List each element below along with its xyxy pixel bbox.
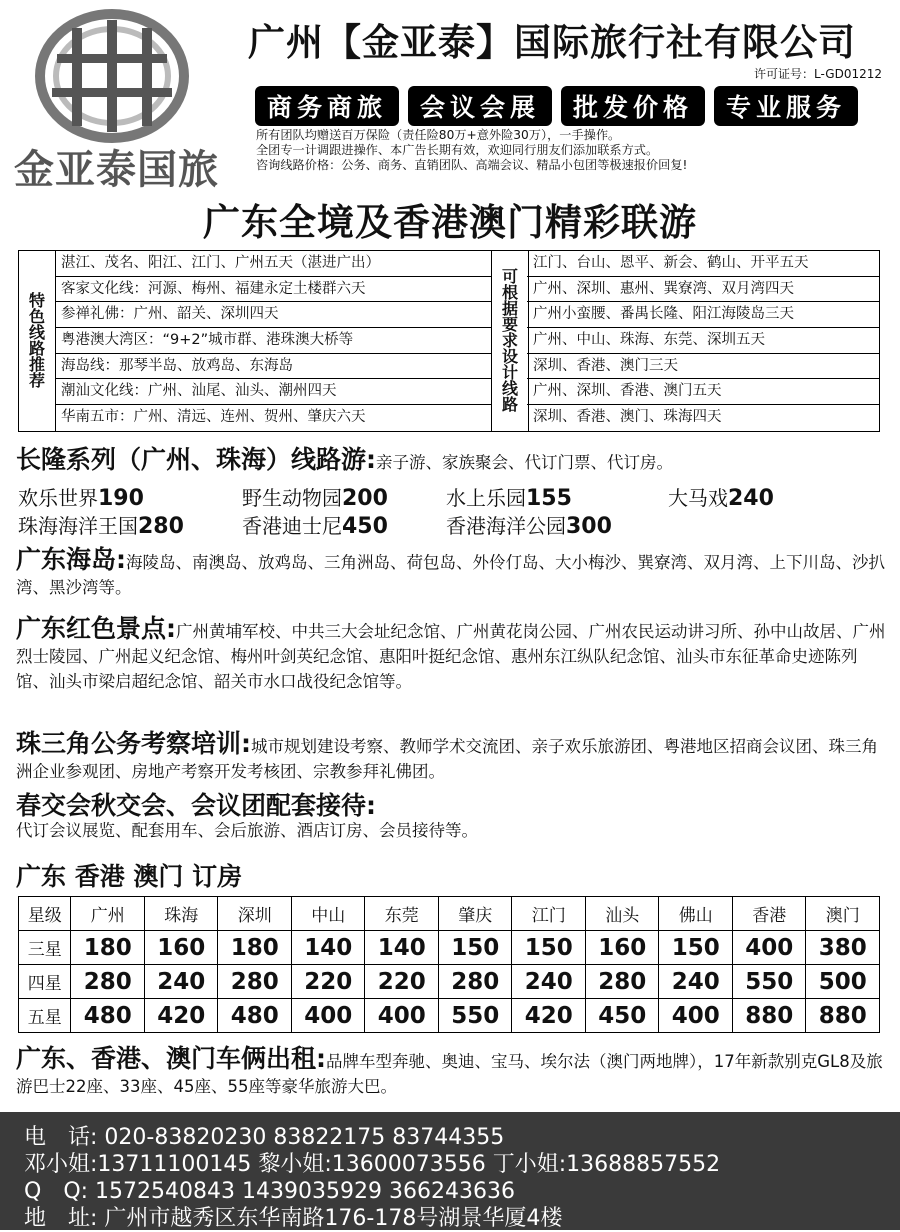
logo-text: 金亚泰国旅: [14, 147, 219, 193]
hotel-title: 广东 香港 澳门 订房: [16, 862, 243, 891]
hotel-price-cell: 240: [512, 965, 586, 999]
note-line: 咨询线路价格：公务、商务、直销团队、高端会议、精品小包团等极速报价回复!: [256, 158, 688, 172]
price-name: 野生动物园: [242, 486, 342, 510]
hotel-price-cell: 240: [659, 965, 733, 999]
hotel-header-city: 澳门: [806, 897, 880, 931]
price-name: 香港海洋公园: [446, 514, 566, 538]
routes-mid-label: 可根据要求设计线路: [501, 267, 518, 414]
hotel-price-cell: 400: [365, 999, 439, 1033]
hotel-price-cell: 550: [732, 965, 806, 999]
price-value: 190: [98, 486, 144, 511]
changlong-title: 长隆系列（广州、珠海）线路游:: [16, 445, 376, 474]
route-item: 广州、深圳、香港、澳门五天: [527, 379, 879, 405]
hotel-header-city: 广州: [71, 897, 145, 931]
changlong-desc: 亲子游、家族聚会、代订门票、代订房。: [376, 453, 673, 472]
routes-left-label: 特色线路推荐: [28, 291, 45, 390]
hotel-price-cell: 880: [806, 999, 880, 1033]
price-item: [18, 482, 144, 511]
price-item: [446, 482, 572, 511]
red-sites-title: 广东红色景点:: [16, 614, 176, 643]
route-item: 广州、深圳、惠州、巽寮湾、双月湾四天: [527, 277, 879, 303]
qq-numbers: 1572540843 1439035929 366243636: [95, 1179, 515, 1204]
hotel-price-cell: 280: [438, 965, 512, 999]
route-item: 海岛线：那琴半岛、放鸡岛、东海岛: [55, 354, 491, 380]
contact-people: 邓小姐:13711100145 黎小姐:13600073556 丁小姐:13688857552: [24, 1152, 721, 1177]
hotel-header-city: 汕头: [585, 897, 659, 931]
phone-label: 电 话:: [24, 1125, 98, 1150]
hotel-price-cell: 550: [438, 999, 512, 1033]
tag-professional: 专业服务: [714, 86, 858, 126]
route-item: 江门、台山、恩平、新会、鹤山、开平五天: [527, 251, 879, 277]
hotel-price-cell: 220: [365, 965, 439, 999]
hotel-price-cell: 380: [806, 931, 880, 965]
training-section: [16, 731, 886, 784]
hotel-price-cell: 240: [144, 965, 218, 999]
note-line: 全团专一计调跟进操作、本广告长期有效，欢迎同行朋友们添加联系方式。: [256, 143, 659, 157]
page-headline: 广东全境及香港澳门精彩联游: [203, 201, 697, 244]
hotel-price-cell: 450: [585, 999, 659, 1033]
price-name: 珠海海洋王国: [18, 514, 138, 538]
price-value: 240: [728, 486, 774, 511]
route-item: 参禅礼佛：广州、韶关、深圳四天: [55, 302, 491, 328]
company-logo: [12, 6, 247, 193]
hotel-price-cell: 180: [218, 931, 292, 965]
islands-title: 广东海岛:: [16, 545, 126, 574]
route-item: 粤港澳大湾区：“9+2”城市群、港珠澳大桥等: [55, 328, 491, 354]
hotel-header-city: 深圳: [218, 897, 292, 931]
routes-right-column: [527, 251, 879, 431]
hotel-price-cell: 480: [71, 999, 145, 1033]
route-item: 广州小蛮腰、番禺长隆、阳江海陵岛三天: [527, 302, 879, 328]
training-desc: 城市规划建设考察、教师学术交流团、亲子欢乐旅游团、粤港地区招商会议团、珠三角洲企业参观团、房地产考察开发考核团、宗教参拜礼佛团。: [16, 737, 878, 781]
routes-left-column: [55, 251, 491, 431]
note-line: 所有团队均赠送百万保险（责任险80万+意外险30万），一手操作。: [256, 128, 621, 142]
hotel-price-cell: 140: [365, 931, 439, 965]
fair-desc: 代订会议展览、配套用车、会后旅游、酒店订房、会员接待等。: [16, 821, 478, 840]
hotel-header-city: 香港: [732, 897, 806, 931]
hotel-price-table: [18, 896, 880, 1033]
hotel-header-city: 江门: [512, 897, 586, 931]
tag-business: 商务商旅: [255, 86, 399, 126]
route-item: 潮汕文化线：广州、汕尾、汕头、潮州四天: [55, 379, 491, 405]
hotel-price-cell: 400: [732, 931, 806, 965]
car-rental-desc: 品牌车型奔驰、奥迪、宝马、埃尔法（澳门两地牌），17年新款别克GL8及旅游巴士22座、33座、45座、55座等豪华旅游大巴。: [16, 1052, 883, 1096]
hotel-price-cell: 150: [659, 931, 733, 965]
price-item: [668, 482, 774, 511]
tag-conference: 会议会展: [408, 86, 552, 126]
route-item: 深圳、香港、澳门、珠海四天: [533, 409, 722, 426]
address-label: 地 址:: [24, 1206, 98, 1231]
price-name: 香港迪士尼: [242, 514, 342, 538]
hotel-row: [19, 931, 880, 965]
route-item: 深圳、香港、澳门三天: [527, 354, 879, 380]
routes-left-label-cell: [19, 251, 56, 431]
hotel-price-cell: 500: [806, 965, 880, 999]
price-value: 200: [342, 486, 388, 511]
hotel-price-cell: 160: [585, 931, 659, 965]
hotel-price-cell: 280: [585, 965, 659, 999]
hotel-row: [19, 965, 880, 999]
hotel-price-cell: 180: [71, 931, 145, 965]
company-name: 广州【金亚泰】国际旅行社有限公司: [248, 21, 856, 64]
route-item: 湛江、茂名、阳江、江门、广州五天（湛进广出）: [55, 251, 491, 277]
price-item: [446, 510, 612, 539]
hotel-header-city: 珠海: [144, 897, 218, 931]
hotel-header-city: 东莞: [365, 897, 439, 931]
hotel-price-cell: 220: [291, 965, 365, 999]
phone-numbers: 020-83820230 83822175 83744355: [104, 1125, 505, 1150]
route-item: 广州、中山、珠海、东莞、深圳五天: [527, 328, 879, 354]
address-text: 广州市越秀区东华南路176-178号湖景华厦4楼: [104, 1206, 563, 1231]
hotel-price-cell: 880: [732, 999, 806, 1033]
islands-desc: 海陵岛、南澳岛、放鸡岛、三角洲岛、荷包岛、外伶仃岛、大小梅沙、巽寮湾、双月湾、上下川岛、沙扒湾、黑沙湾等。: [16, 553, 885, 597]
price-value: 450: [342, 514, 388, 539]
red-sites-desc: 广州黄埔军校、中共三大会址纪念馆、广州黄花岗公园、广州农民运动讲习所、孙中山故居、广州烈士陵园、广州起义纪念馆、梅州叶剑英纪念馆、惠阳叶挺纪念馆、惠州东江纵队纪念馆、汕头市东征革命史迹陈列馆、汕头市梁启超纪念馆、韶关市水口战役纪念馆等。: [16, 622, 886, 691]
hotel-price-cell: 280: [218, 965, 292, 999]
islands-section: [16, 547, 886, 600]
car-rental-section: [16, 1046, 886, 1099]
hotel-star-level: 三星: [19, 931, 71, 965]
fair-section: [16, 793, 886, 843]
qq-label: Q Q:: [24, 1179, 89, 1204]
changlong-section: [16, 447, 886, 475]
hotel-header-star: 星级: [19, 897, 71, 931]
price-value: 280: [138, 514, 184, 539]
hotel-header-city: 佛山: [659, 897, 733, 931]
routes-table: [18, 250, 880, 432]
tag-wholesale: 批发价格: [561, 86, 705, 126]
routes-mid-label-cell: [491, 251, 529, 431]
hotel-price-cell: 150: [438, 931, 512, 965]
hotel-price-cell: 420: [512, 999, 586, 1033]
hotel-price-cell: 150: [512, 931, 586, 965]
price-value: 300: [566, 514, 612, 539]
hotel-price-cell: 480: [218, 999, 292, 1033]
price-item: [242, 482, 388, 511]
price-item: [242, 510, 388, 539]
hotel-price-cell: 400: [659, 999, 733, 1033]
price-value: 155: [526, 486, 572, 511]
car-rental-title: 广东、香港、澳门车俩出租:: [16, 1044, 326, 1073]
address-row: [24, 1201, 562, 1232]
red-sites-section: [16, 616, 886, 694]
fair-title: 春交会秋交会、会议团配套接待:: [16, 791, 376, 820]
header-notes: [256, 128, 687, 173]
hotel-header-city: 肇庆: [438, 897, 512, 931]
price-name: 大马戏: [668, 486, 728, 510]
license-number: 许可证号：L-GD01212: [754, 67, 882, 81]
price-item: [18, 510, 184, 539]
contact-footer: [0, 1112, 900, 1230]
route-item: 客家文化线：河源、梅州、福建永定土楼群六天: [55, 277, 491, 303]
hotel-price-cell: 280: [71, 965, 145, 999]
hotel-price-cell: 160: [144, 931, 218, 965]
price-name: 水上乐园: [446, 486, 526, 510]
training-title: 珠三角公务考察培训:: [16, 729, 251, 758]
hotel-price-cell: 140: [291, 931, 365, 965]
hotel-star-level: 五星: [19, 999, 71, 1033]
hotel-star-level: 四星: [19, 965, 71, 999]
service-tags: [255, 86, 858, 126]
hotel-price-cell: 420: [144, 999, 218, 1033]
route-item: 华南五市：广州、清远、连州、贺州、肇庆六天: [61, 409, 366, 426]
price-name: 欢乐世界: [18, 486, 98, 510]
hotel-header-row: [19, 897, 880, 931]
hotel-price-cell: 400: [291, 999, 365, 1033]
hotel-row: [19, 999, 880, 1033]
hotel-header-city: 中山: [291, 897, 365, 931]
